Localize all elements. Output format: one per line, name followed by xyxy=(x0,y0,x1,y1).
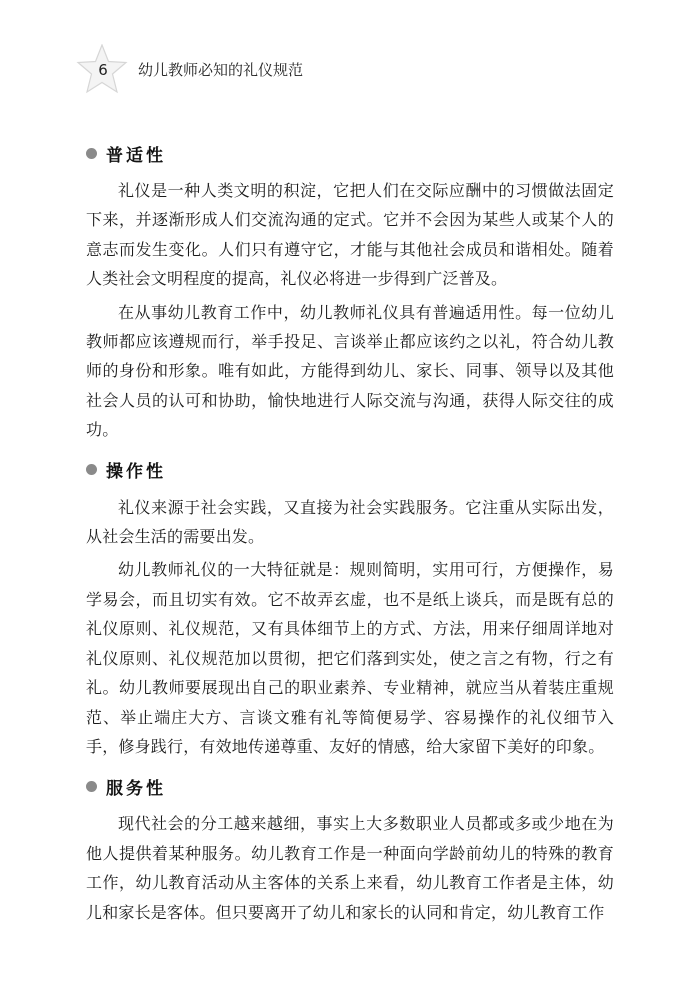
heading-text: 普适性 xyxy=(106,145,166,166)
paragraph: 在从事幼儿教育工作中，幼儿教师礼仪具有普遍适用性。每一位幼儿教师都应该遵规而行，举手投足、言谈举止都应该约之以礼，符合幼儿教师的身份和形象。唯有如此，方能得到幼儿、家长、同事、领导以及其他社会人员的认可和协助，愉快地进行人际交流与沟通，获得人际交往的成功。 xyxy=(86,302,614,440)
bullet-icon xyxy=(86,148,97,159)
paragraph: 礼仪来源于社会实践，又直接为社会实践服务。它注重从实际出发，从社会生活的需要出发。 xyxy=(86,497,614,547)
section-service xyxy=(86,773,614,927)
section-heading xyxy=(86,457,614,483)
paragraph: 礼仪是一种人类文明的积淀，它把人们在交际应酬中的习惯做法固定下来，并逐渐形成人们交流沟通的定式。它并不会因为某些人或某个人的意志而发生变化。人们只有遵守它，才能与其他社会成员和谐相处。随着人类社会文明程度的提高，礼仪必将进一步得到广泛普及。 xyxy=(86,181,614,289)
bullet-icon xyxy=(86,781,97,792)
section-heading xyxy=(86,773,614,799)
section-operability xyxy=(86,457,614,762)
heading-text: 服务性 xyxy=(106,778,166,799)
page-number: 6 xyxy=(98,61,108,79)
page-content xyxy=(86,140,614,939)
section-heading xyxy=(86,140,614,166)
section-universality xyxy=(86,140,614,445)
paragraph: 幼儿教师礼仪的一大特征就是：规则简明，实用可行，方便操作，易学易会，而且切实有效。它不故弄玄虚，也不是纸上谈兵，而是既有总的礼仪原则、礼仪规范，又有具体细节上的方式、方法，用来仔细周详地对礼仪原则、礼仪规范加以贯彻，把它们落到实处，使之言之有物，行之有礼。幼儿教师要展现出自己的职业素养、专业精神，就应当从着装庄重规范、举止端庄大方、言谈文雅有礼等简便易学、容易操作的礼仪细节入手，修身践行，有效地传递尊重、友好的情感，给大家留下美好的印象。 xyxy=(86,560,614,756)
bullet-icon xyxy=(86,464,97,475)
paragraph: 现代社会的分工越来越细，事实上大多数职业人员都或多或少地在为他人提供着某种服务。幼儿教育工作是一种面向学龄前幼儿的特殊的教育工作，幼儿教育活动从主客体的关系上来看，幼儿教育工作者是主体，幼儿和家长是客体。但只要离开了幼儿和家长的认同和肯定，幼儿教育工作 xyxy=(86,814,614,922)
page-header xyxy=(76,44,336,94)
book-title: 幼儿教师必知的礼仪规范 xyxy=(138,61,304,79)
heading-text: 操作性 xyxy=(106,462,166,483)
